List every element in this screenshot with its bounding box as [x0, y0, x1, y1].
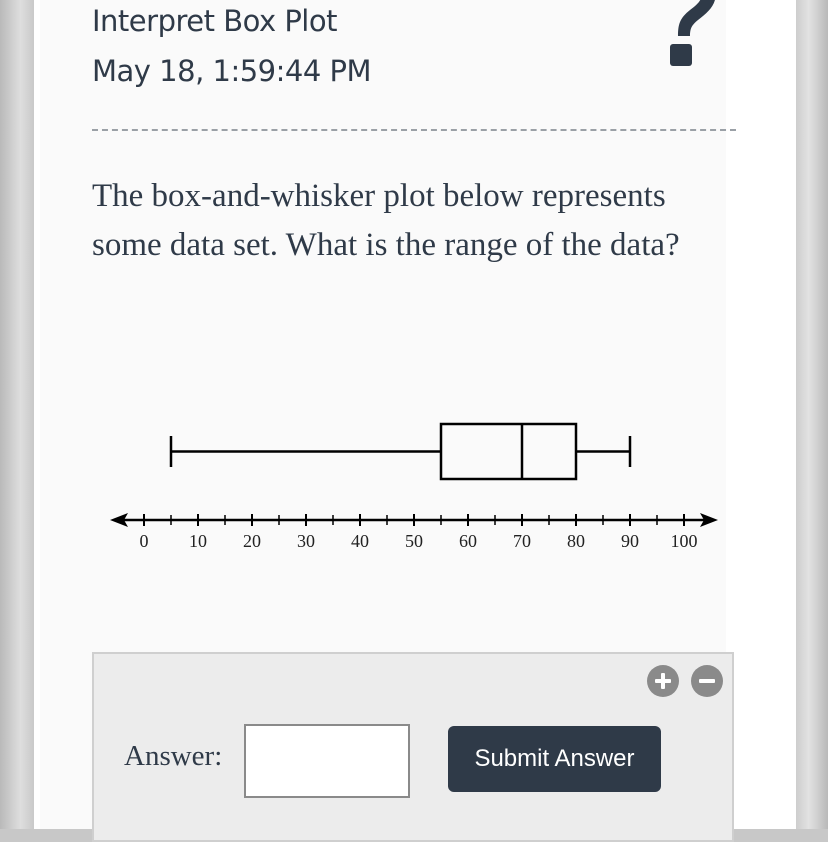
tick-label: 70: [513, 531, 531, 551]
tick-label: 60: [459, 531, 477, 551]
page-edge-left: [0, 0, 34, 829]
plus-circle-icon[interactable]: [647, 665, 679, 697]
divider: [92, 129, 736, 131]
answer-input[interactable]: [244, 724, 410, 798]
question-mark-icon[interactable]: [656, 0, 720, 68]
box-plot: [0, 420, 828, 560]
tick-label: 10: [189, 531, 207, 551]
tick-label: 100: [670, 531, 698, 551]
question-text: The box-and-whisker plot below represents some data set. What is the range of the data?: [92, 178, 680, 263]
page-edge-right: [796, 0, 828, 829]
tick-label: 50: [405, 531, 423, 551]
box-iqr: [441, 424, 576, 479]
tick-label: 80: [567, 531, 585, 551]
tick-label: 20: [243, 531, 261, 551]
tick-label: 90: [621, 531, 639, 551]
tick-label: 40: [351, 531, 369, 551]
minus-circle-icon[interactable]: [691, 665, 723, 697]
answer-label: Answer:: [124, 740, 223, 772]
tick-label: 0: [139, 531, 149, 551]
problem-title: Interpret Box Plot: [92, 4, 337, 38]
submit-answer-button[interactable]: Submit Answer: [448, 726, 661, 792]
tick-label: 30: [297, 531, 315, 551]
problem-timestamp: May 18, 1:59:44 PM: [92, 54, 372, 88]
